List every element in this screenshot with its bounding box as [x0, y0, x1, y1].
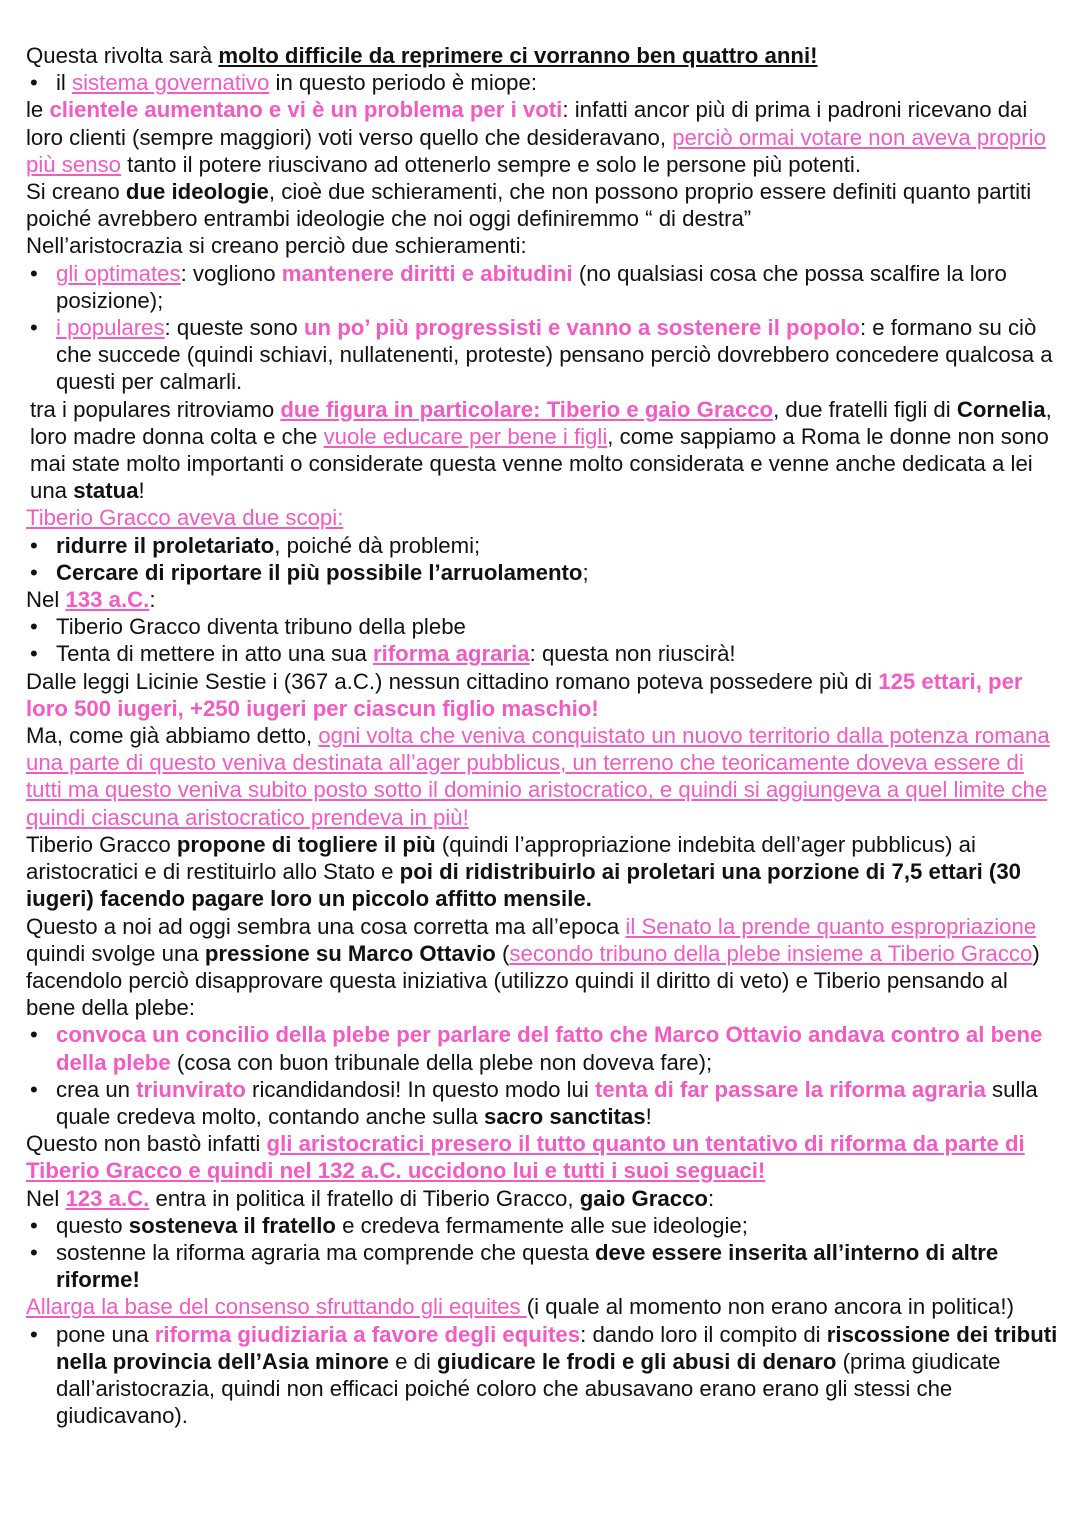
paragraph-123bc: [26, 1185, 1062, 1212]
paragraph-proposal: [26, 831, 1062, 913]
paragraph-equites: [26, 1293, 1062, 1320]
text: Ma, come già abbiamo detto,: [26, 723, 319, 749]
text: entra in politica il fratello di Tiberio Gracco,: [149, 1185, 580, 1211]
text: in questo periodo è miope:: [269, 70, 538, 96]
highlight-text: tenta di far passare la riforma agraria: [594, 1076, 986, 1102]
paragraph-133bc: [26, 586, 1062, 613]
bullet-other-reforms: [26, 1239, 1062, 1293]
highlight-text: vuole educare per bene i figli: [323, 423, 608, 449]
text: (: [495, 940, 510, 966]
text: , cioè due schieramenti, che non possono proprio essere definiti quanto partiti poiché avrebbero entrambi ideologie che noi oggi definiremmo “ di destra”: [26, 179, 1032, 232]
bullet-triumvirate: [26, 1076, 1062, 1130]
highlight-text: due figura in particolare: Tiberio e gaio Gracco: [280, 396, 774, 422]
text: , come sappiamo a Roma le donne non sono mai state molto importanti o considerate questa venne molto considerata e venne anche dedicata a lei una: [30, 423, 1049, 504]
text: :: [707, 1185, 715, 1211]
bold-text: sosteneva il fratello: [128, 1212, 336, 1238]
text: Nell’aristocrazia si creano perciò due schieramenti:: [26, 233, 527, 259]
bullet-tribune: [26, 613, 1062, 640]
text: tanto il potere riuscivano ad ottenerlo sempre e solo le persone più potenti.: [120, 151, 862, 177]
text: ricandidandosi! In questo modo lui: [245, 1076, 595, 1102]
bold-text: propone di togliere il più: [176, 831, 436, 857]
text: , due fratelli figli di: [773, 396, 957, 422]
bullet-populares: [26, 314, 1062, 396]
highlight-text: un po’ più progressisti e vanno a sostenere il popolo: [303, 315, 860, 341]
highlight-text: Allarga la base del consenso sfruttando gli equites: [26, 1294, 527, 1320]
text: Nel: [26, 1185, 66, 1211]
highlight-text: perciò ormai votare non aveva proprio più senso: [26, 124, 1046, 177]
bold-text: Cornelia: [956, 396, 1046, 422]
text: questo: [56, 1212, 129, 1238]
text: pone una: [56, 1321, 155, 1347]
highlight-text: mantenere diritti e abitudini: [281, 260, 573, 286]
bullet-list: [26, 69, 1062, 96]
text: Si creano: [26, 179, 126, 205]
text: :: [149, 587, 156, 613]
text: : queste sono: [164, 315, 304, 341]
text: sostenne la riforma agraria ma comprende che questa: [56, 1239, 595, 1265]
bullet-list: [26, 532, 1062, 586]
highlight-text: riforma giudiziaria a favore degli equites: [154, 1321, 581, 1347]
paragraph-senate: [26, 913, 1062, 1022]
highlight-text: triunvirato: [136, 1076, 246, 1102]
text: !: [138, 478, 145, 504]
text: Questa rivolta sarà: [26, 43, 219, 68]
paragraph-ager-publicus: [26, 722, 1062, 831]
bullet-supported-brother: [26, 1212, 1062, 1239]
text: : vogliono: [180, 260, 282, 286]
text: il: [56, 70, 73, 96]
text: : questa non riuscirà!: [529, 641, 736, 667]
highlight-text: riforma agraria: [372, 641, 530, 667]
text: Nel: [26, 587, 66, 613]
paragraph-ideologies: [26, 178, 1062, 232]
text: (i quale al momento non erano ancora in politica!): [526, 1294, 1014, 1320]
highlight-text: i populares: [56, 315, 165, 341]
text: Tiberio Gracco: [26, 831, 177, 857]
bold-text: giudicare le frodi e gli abusi di denaro: [437, 1348, 837, 1374]
highlight-text: 125 ettari, per loro 500 iugeri, +250 iugeri per ciascun figlio maschio!: [26, 668, 1023, 721]
text: !: [645, 1103, 652, 1129]
bullet-list: [26, 1321, 1062, 1430]
bullet-council: [26, 1021, 1062, 1075]
paragraph-aristocracy: [26, 232, 1062, 259]
paragraph-clientele: [26, 96, 1062, 178]
bold-text: Cercare di riportare il più possibile l’arruolamento: [56, 559, 583, 585]
text: le: [26, 97, 50, 123]
highlight-text: convoca un concilio della plebe per parlare del fatto che Marco Ottavio andava contro al bene della plebe: [56, 1022, 1043, 1075]
highlight-text: 133 a.C.: [65, 587, 150, 613]
bold-text: pressione su Marco Ottavio: [204, 940, 496, 966]
bullet-judicial-reform: [26, 1321, 1062, 1430]
text: e credeva fermamente alle sue ideologie;: [335, 1212, 748, 1238]
paragraph-gracchi: [26, 396, 1062, 505]
bullet-agrarian-reform: [26, 640, 1062, 667]
highlight-text: clientele aumentano e vi è un problema per i voti: [49, 97, 563, 123]
bullet-list: [26, 1021, 1062, 1130]
bullet-list: [26, 1212, 1062, 1294]
highlight-text: il Senato la prende quanto espropriazione: [625, 913, 1037, 939]
text: (cosa con buon tribunale della plebe non doveva fare);: [170, 1049, 713, 1075]
text: tra i populares ritroviamo: [30, 396, 281, 422]
bullet-governative-system: [26, 69, 1062, 96]
bold-text: gaio Gracco: [579, 1185, 708, 1211]
text: ) facendolo perciò disapprovare questa iniziativa (utilizzo quindi il diritto di veto) e Tiberio pensando al bene della plebe:: [26, 940, 1040, 1021]
text: (prima giudicate dall’aristocrazia, quindi non efficaci poiché coloro che abusavano erano erano gli stessi che giudicavano).: [56, 1348, 1001, 1429]
highlight-text: sistema governativo: [72, 70, 270, 96]
highlight-text: gli optimates: [56, 260, 181, 286]
bullet-enlistment: [26, 559, 1062, 586]
text: : infatti ancor più di prima i padroni ricevano dai loro clienti (sempre maggiori) voti verso quello che desideravano,: [26, 97, 1028, 150]
text: ;: [582, 559, 589, 585]
bold-text: sacro sanctitas: [484, 1103, 646, 1129]
bullet-optimates: [26, 260, 1062, 314]
text: Tiberio Gracco diventa tribuno della plebe: [56, 614, 466, 640]
text: sulla quale credeva molto, contando anche sulla: [56, 1076, 1038, 1129]
text: : dando loro il compito di: [580, 1321, 827, 1347]
notes-page: [26, 42, 1062, 1429]
bold-text: statua: [73, 478, 139, 504]
highlight-text: gli aristocratici presero il tutto quanto un tentativo di riforma da parte di Tiberio Gracco e quindi nel 132 a.C. uccidono lui e tutti i suoi seguaci!: [26, 1131, 1025, 1184]
bold-text: riscossione dei tributi nella provincia dell’Asia minore: [56, 1321, 1058, 1374]
text: e di: [388, 1348, 438, 1374]
text: (quindi l’appropriazione indebita dell’ager pubblicus) ai aristocratici e di restituirlo allo Stato e: [26, 831, 976, 885]
bold-text: due ideologie: [125, 179, 269, 205]
text: , poiché dà problemi;: [274, 532, 481, 558]
bullet-reduce-proletariat: [26, 532, 1062, 559]
paragraph-licinian-laws: [26, 668, 1062, 722]
highlight-text: secondo tribuno della plebe insieme a Tiberio Gracco: [509, 940, 1033, 966]
paragraph-tiberio-goals: [26, 504, 1062, 531]
paragraph-revolt: [26, 42, 1062, 69]
bullet-list: [26, 260, 1062, 396]
highlight-text: Tiberio Gracco aveva due scopi:: [26, 505, 344, 531]
paragraph-murder: [26, 1130, 1062, 1184]
highlight-text: ogni volta che veniva conquistato un nuovo territorio dalla potenza romana una parte di questo veniva destinata all’ager pubblicus, un terreno che teoricamente doveva essere di tutti ma questo veniva subito posto sotto il dominio aristocratico, e quindi si aggiungeva a quel limite che quindi ciascuna aristocratico prendeva in più!: [26, 723, 1050, 830]
bullet-list: [26, 613, 1062, 667]
text: (no qualsiasi cosa che possa scalfire la loro posizione);: [56, 260, 1007, 313]
text: Dalle leggi Licinie Sestie i (367 a.C.) nessun cittadino romano poteva possedere più di: [26, 668, 879, 694]
text: Tenta di mettere in atto una sua: [56, 641, 373, 667]
highlight-text: 123 a.C.: [65, 1185, 150, 1211]
text: , loro madre donna colta e che: [30, 396, 1052, 449]
emphasis-text: molto difficile da reprimere ci vorranno ben quattro anni!: [218, 43, 818, 68]
bold-text: deve essere inserita all’interno di altre riforme!: [56, 1239, 999, 1293]
text: Questo non bastò infatti: [26, 1131, 267, 1157]
text: crea un: [56, 1076, 137, 1102]
text: Questo a noi ad oggi sembra una cosa corretta ma all’epoca: [26, 913, 626, 939]
bold-text: ridurre il proletariato: [56, 532, 275, 558]
text: : e formano su ciò che succede (quindi schiavi, nullatenenti, proteste) pensano perciò dovrebbero concedere qualcosa a questi per calmarli.: [56, 315, 1053, 395]
bold-text: poi di ridistribuirlo ai proletari una porzione di 7,5 ettari (30 iugeri) facendo pagare loro un piccolo affitto mensile.: [26, 859, 1022, 912]
text: quindi svolge una: [26, 940, 205, 966]
